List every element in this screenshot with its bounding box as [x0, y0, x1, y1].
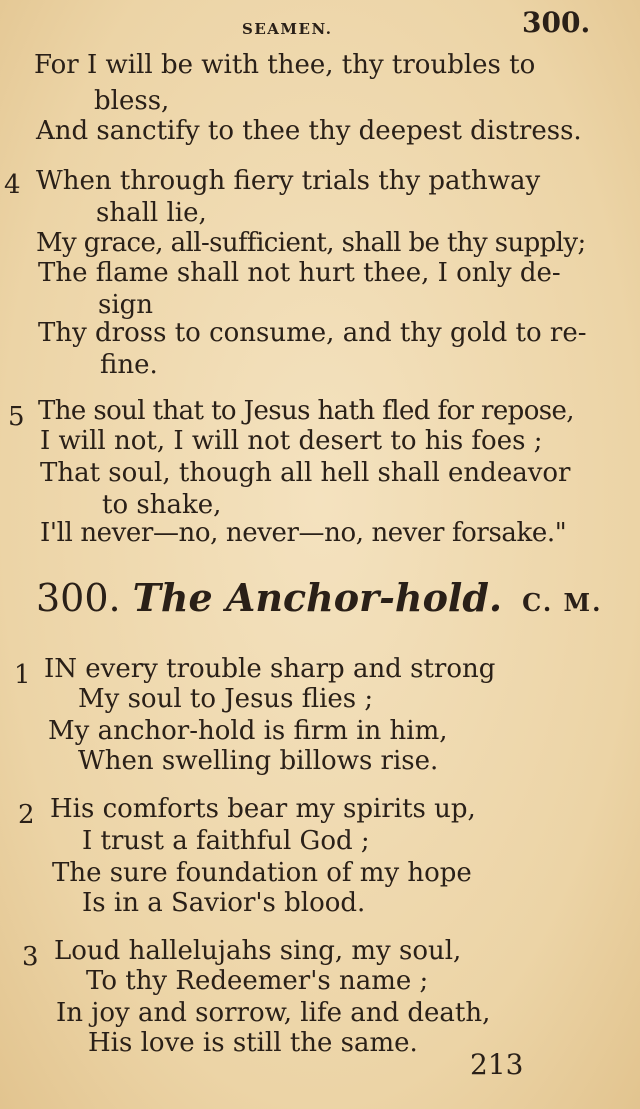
verse-line: My grace, all-sufficient, shall be thy supply; — [36, 228, 586, 258]
verse-line: His comforts bear my spirits up, — [50, 794, 476, 824]
hymn-meter: C. M. — [522, 588, 603, 617]
verse-line: shall lie, — [96, 198, 207, 228]
hymn-title: The Anchor-hold. — [132, 575, 503, 620]
stanza-number: 2 — [18, 800, 35, 830]
verse-line: The flame shall not hurt thee, I only de- — [38, 258, 561, 288]
stanza-number: 4 — [4, 170, 21, 200]
verse-line: The soul that to Jesus hath fled for repose, — [38, 396, 574, 426]
verse-line: I will not, I will not desert to his foes ; — [40, 426, 543, 456]
page-number: 213 — [470, 1048, 524, 1081]
verse-line: bless, — [94, 86, 170, 116]
verse-line: To thy Redeemer's name ; — [86, 966, 429, 996]
verse-line: My anchor-hold is firm in him, — [48, 716, 448, 746]
page-reference-number: 300. — [522, 6, 591, 39]
verse-line: That soul, though all hell shall endeavor — [40, 458, 571, 488]
verse-line: And sanctify to thee thy deepest distress. — [36, 116, 582, 146]
verse-line: Is in a Savior's blood. — [82, 888, 366, 918]
verse-line: I'll never—no, never—no, never forsake." — [40, 518, 567, 548]
verse-line: Loud hallelujahs sing, my soul, — [54, 936, 462, 966]
verse-line: IN every trouble sharp and strong — [44, 654, 496, 684]
verse-line: to shake, — [102, 490, 222, 520]
hymn-number: 300. — [36, 576, 121, 620]
verse-line: When swelling billows rise. — [78, 746, 439, 776]
stanza-number: 1 — [14, 660, 31, 690]
verse-line: For I will be with thee, thy troubles to — [34, 50, 536, 80]
verse-line: I trust a faithful God ; — [82, 826, 370, 856]
stanza-number: 3 — [22, 942, 39, 972]
verse-line: My soul to Jesus flies ; — [78, 684, 374, 714]
running-head: SEAMEN. — [242, 20, 333, 38]
stanza-number: 5 — [8, 402, 25, 432]
verse-line: Thy dross to consume, and thy gold to re- — [38, 318, 587, 348]
verse-line: In joy and sorrow, life and death, — [56, 998, 491, 1028]
verse-line: fine. — [100, 350, 158, 380]
verse-line: sign — [98, 290, 154, 320]
verse-line: His love is still the same. — [88, 1028, 418, 1058]
verse-line: When through fiery trials thy pathway — [36, 166, 541, 196]
verse-line: The sure foundation of my hope — [52, 858, 472, 888]
hymn-title-line — [36, 576, 602, 625]
